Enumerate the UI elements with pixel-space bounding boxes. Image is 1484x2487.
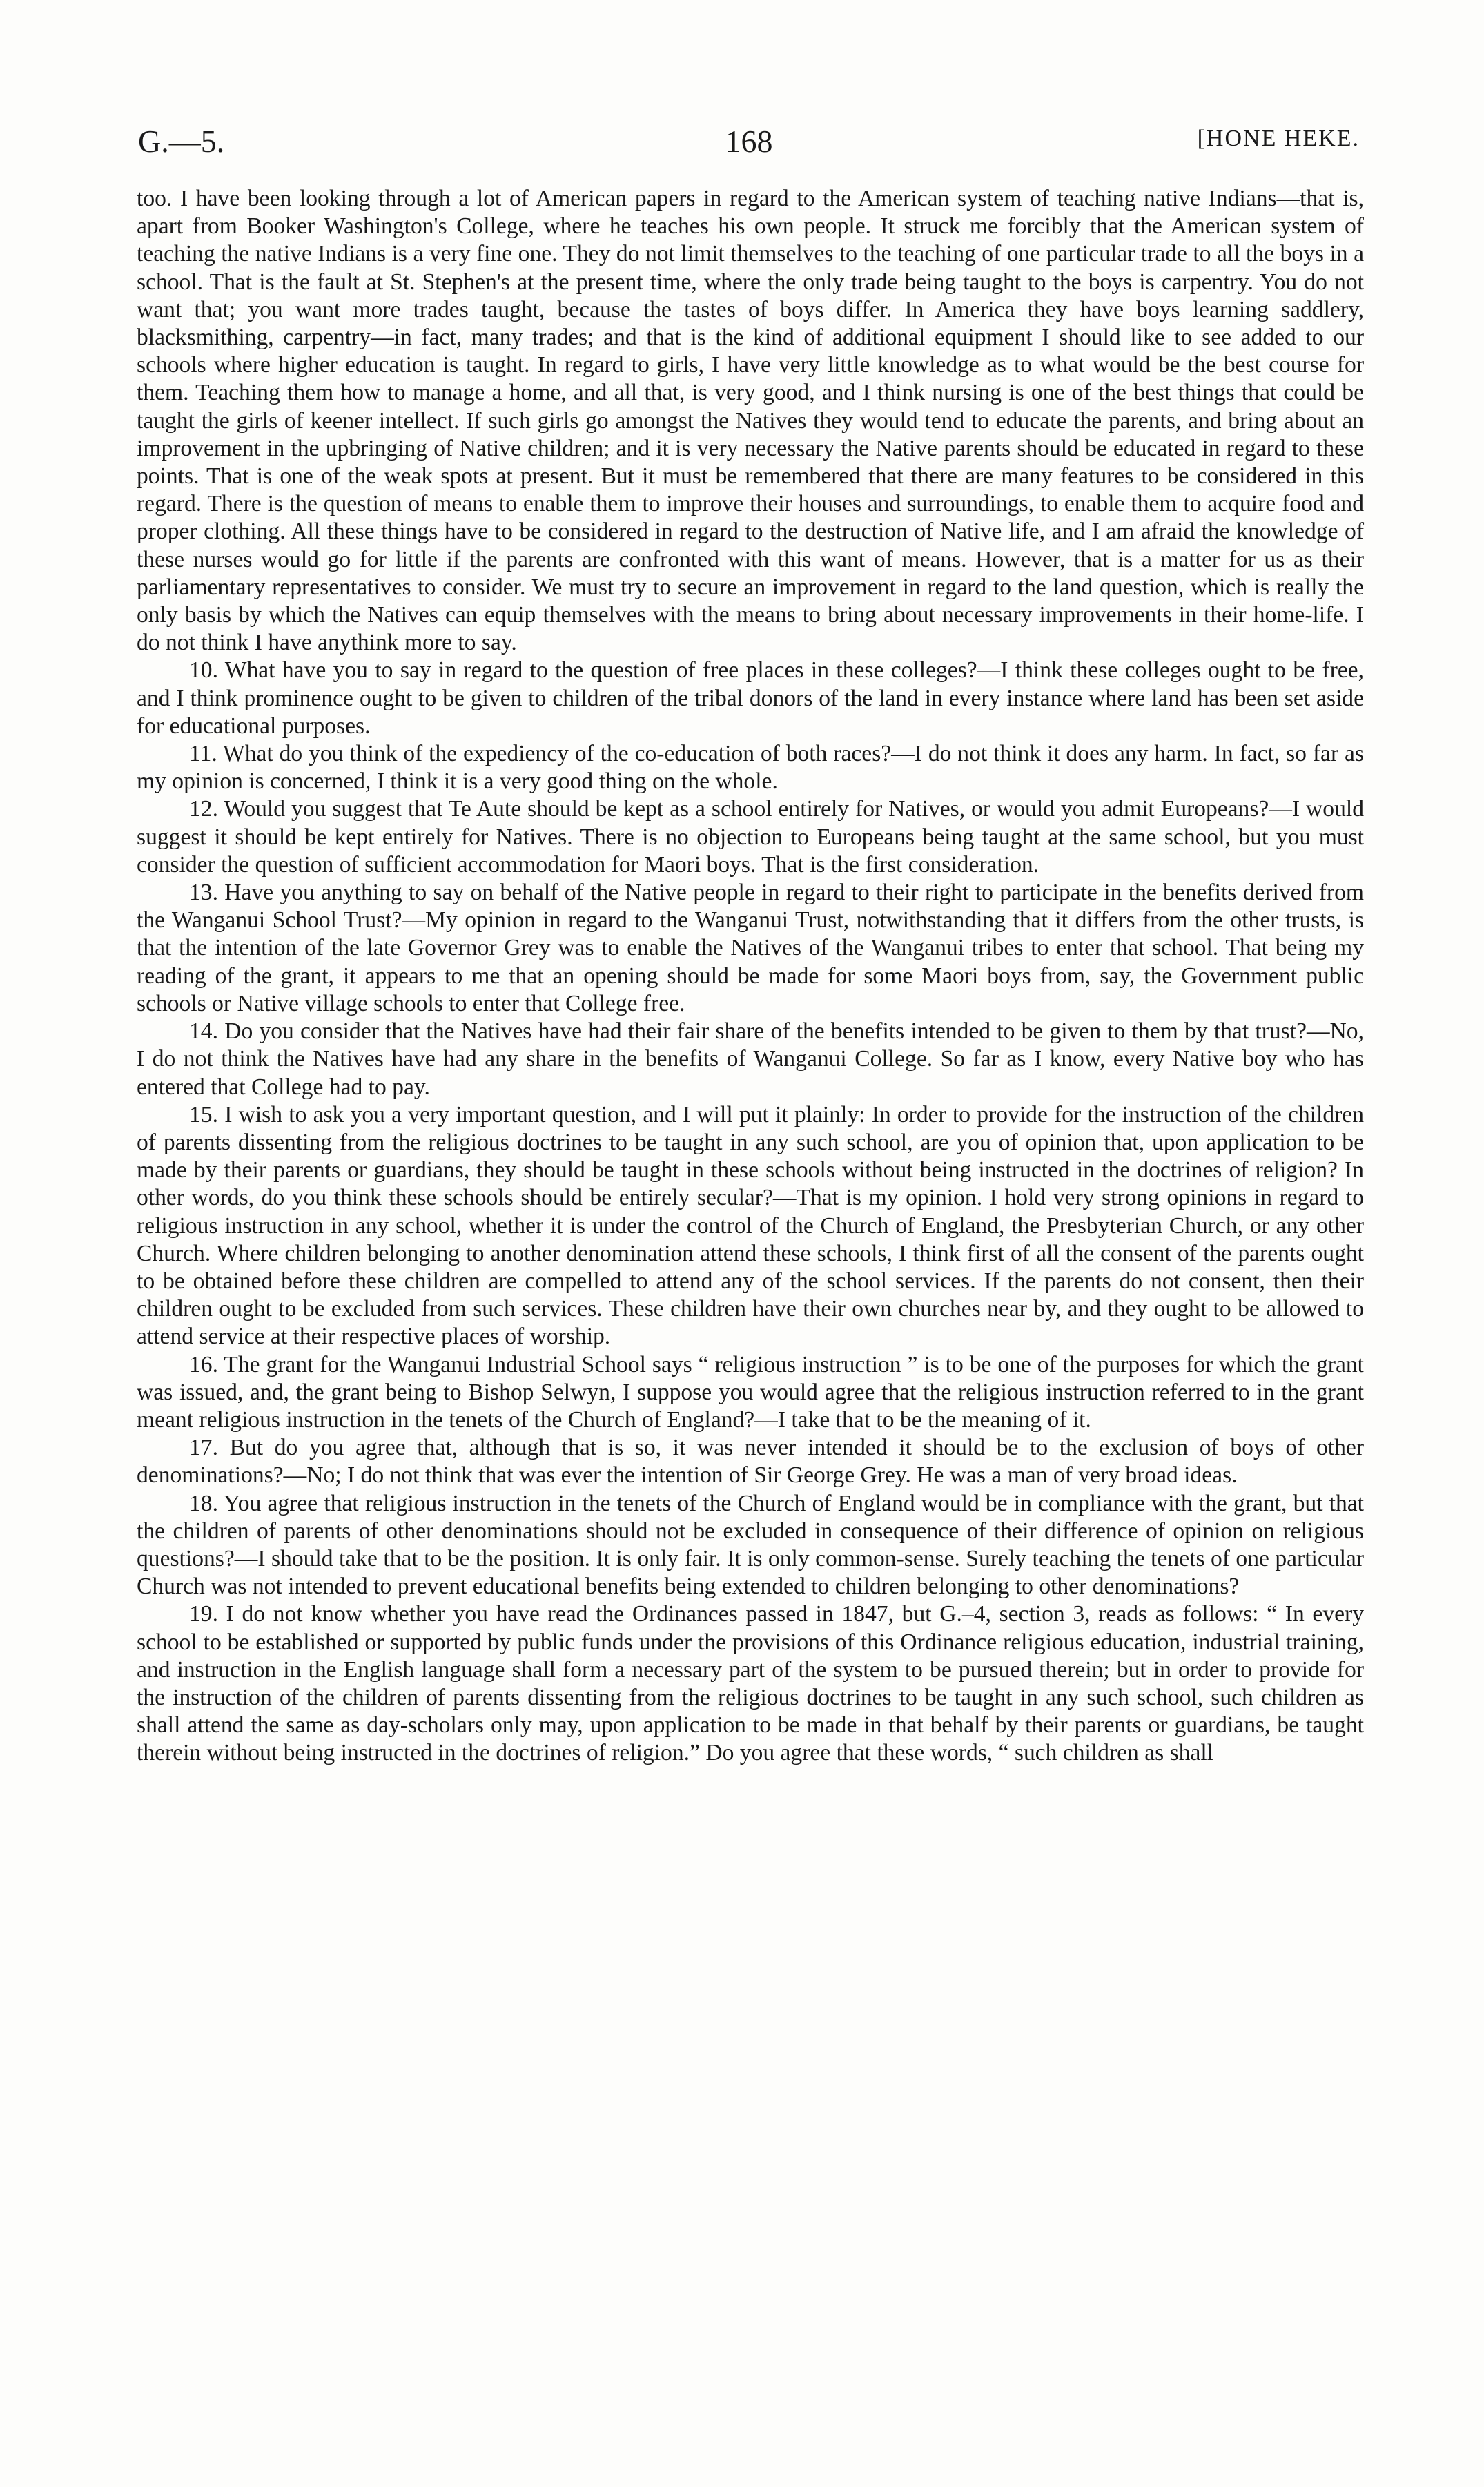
question-13: 13. Have you anything to say on behalf of the Native people in regard to their right to participate in the benefits derived from the Wanganui School Trust?—My opinion in regard to the Wanganui Trust, notwithstanding that it differs from the other trusts, is that the intention of the late Governor Grey was to enable the Natives of the Wanganui tribes to enter that school. That being my reading of the grant, it appears to me that an opening should be made for some Maori boys from, say, the Government public schools or Native village schools to enter that College free. [137, 880, 1364, 1016]
question-11: 11. What do you think of the expediency of the co-education of both races?—I do not think it does any harm. In fact, so far as my opinion is concerned, I think it is a very good thing on the whole. [137, 741, 1364, 795]
parliamentary-paper-code: G.—5. [138, 124, 225, 159]
question-12: 12. Would you suggest that Te Aute should be kept as a school entirely for Natives, or would you admit Europeans?—I would suggest it should be kept entirely for Natives. There is no objection to Europeans being taught at the same school, but you must consider the question of sufficient accommodation for Maori boys. That is the first consideration. [137, 796, 1364, 878]
question-19: 19. I do not know whether you have read the Ordinances passed in 1847, but G.–4, section 3, reads as follows: “ In every school to be established or supported by public funds under the provisions of this Ordinance religious education, industrial training, and instruction in the English language shall form a necessary part of the system to be pursued therein; but in order to provide for the instruction of the children of parents dissenting from the religious doctrines to be taught in any such school, such children as shall attend the same as day-scholars only may, upon application to be made in that behalf by their parents or guardians, be taught therein without being instructed in the doctrines of religion.” Do you agree that these words, “ such children as shall [137, 1601, 1364, 1766]
running-head-witness: [HONE HEKE. [1197, 126, 1360, 151]
paragraph-continuation: too. I have been looking through a lot of American papers in regard to the American system of teaching native Indians—that is, apart from Booker Washington's College, where he teaches his own people. It struck me forcibly that the American system of teaching the native Indians is a very fine one. They do not limit themselves to the teaching of one particular trade to all the boys in a school. That is the fault at St. Stephen's at the present time, where the only trade being taught to the boys is carpentry. You do not want that; you want more trades taught, because the tastes of boys differ. In America they have boys learning saddlery, blacksmithing, carpentry—in fact, many trades; and that is the kind of additional equipment I should like to see added to our schools where higher education is taught. In regard to girls, I have very little knowledge as to what would be the best course for them. Teaching them how to manage a home, and all that, is very good, and I think nursing is one of the best things that could be taught the girls of keener intellect. If such girls go amongst the Natives they would tend to educate the parents, and bring about an improvement in the upbringing of Native children; and it is very necessary the Native parents should be educated in regard to these points. That is one of the weak spots at present. But it must be remembered that there are many features to be considered in this regard. There is the question of means to enable them to improve their houses and surroundings, to enable them to acquire food and proper clothing. All these things have to be considered in regard to the destruction of Native life, and I am afraid the knowledge of these nurses would go for little if the parents are confronted with this want of means. However, that is a matter for us as their parliamentary representatives to consider. We must try to secure an improvement in regard to the land question, which is really the only basis by which the Natives can equip themselves with the means to bring about necessary improvements in their home-life. I do not think I have anythink more to say. [137, 186, 1364, 656]
testimony-body [137, 185, 1364, 1768]
question-16: 16. The grant for the Wanganui Industrial School says “ religious instruction ” is to be one of the purposes for which the grant was issued, and, the grant being to Bishop Selwyn, I suppose you would agree that the religious instruction referred to in the grant meant religious instruction in the tenets of the Church of England?—I take that to be the meaning of it. [137, 1351, 1364, 1433]
page-header [138, 123, 1360, 171]
question-15: 15. I wish to ask you a very important question, and I will put it plainly: In order to provide for the instruction of the children of parents dissenting from the religious doctrines to be taught in any such school, are you of opinion that, upon application to be made by their parents or guardians, they should be taught in these schools without being instructed in the doctrines of religion? In other words, do you think these schools should be entirely secular?—That is my opinion. I hold very strong opinions in regard to religious instruction in any school, whether it is under the control of the Church of England, the Presbyterian Church, or any other Church. Where children belonging to another denomination attend these schools, I think first of all the consent of the parents ought to be obtained before these children are compelled to attend any of the school services. If the parents do not consent, then their children ought to be excluded from such services. These children have their own churches near by, and they ought to be allowed to attend service at their respective places of worship. [137, 1101, 1364, 1350]
question-14: 14. Do you consider that the Natives have had their fair share of the benefits intended to be given to them by that trust?—No, I do not think the Natives have had any share in the benefits of Wanganui College. So far as I know, every Native boy who has entered that College had to pay. [137, 1018, 1364, 1100]
page-number: 168 [725, 124, 773, 159]
question-10: 10. What have you to say in regard to the question of free places in these colleges?—I think these colleges ought to be free, and I think prominence ought to be given to children of the tribal donors of the land in every instance where land has been set aside for educational purposes. [137, 657, 1364, 739]
question-17: 17. But do you agree that, although that is so, it was never intended it should be to the exclusion of boys of other denominations?—No; I do not think that was ever the intention of Sir George Grey. He was a man of very broad ideas. [137, 1435, 1364, 1489]
question-18: 18. You agree that religious instruction in the tenets of the Church of England would be in compliance with the grant, but that the children of parents of other denominations should not be excluded in consequence of their difference of opinion on religious questions?—I should take that to be the position. It is only fair. It is only common-sense. Surely teaching the tenets of one particular Church was not intended to prevent educational benefits being extended to children belonging to other denominations? [137, 1490, 1364, 1600]
